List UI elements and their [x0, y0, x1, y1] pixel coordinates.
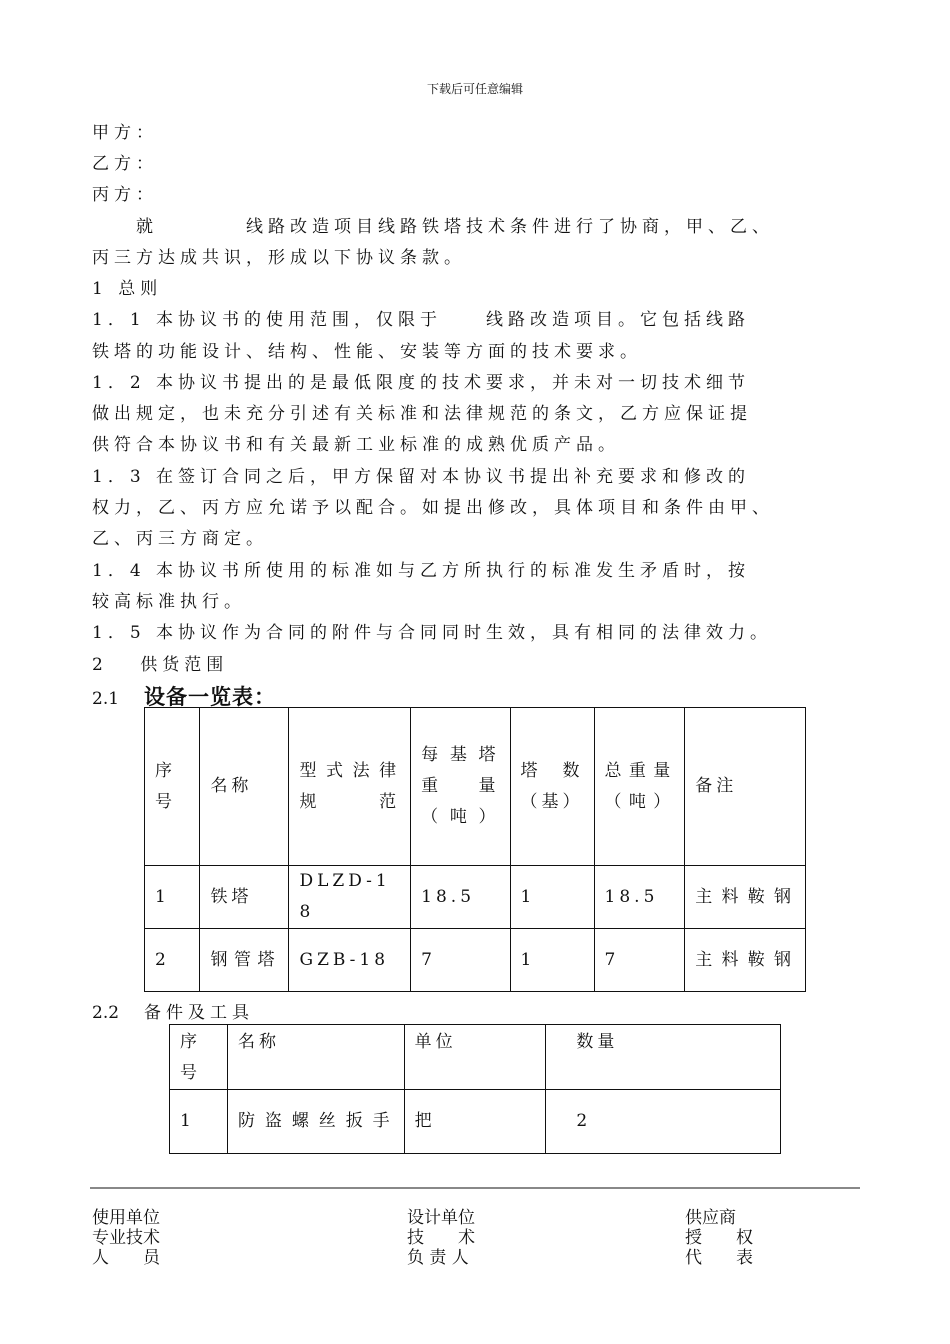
table-cell: 18.5 — [594, 866, 685, 929]
table-cell: 1 — [145, 866, 200, 929]
table-cell: 防盗螺丝扳手 — [227, 1090, 404, 1154]
clause-line: 权力，乙、丙方应允诺予以配合。如提出修改，具体项目和条件由甲、 — [92, 498, 774, 518]
signature-label: 负 责 人 — [407, 1248, 469, 1268]
table-row — [145, 929, 806, 992]
table-cell: 1 — [510, 866, 594, 929]
signature-label: 技 术 — [407, 1228, 475, 1248]
section-heading: 2 供货范围 — [92, 655, 229, 675]
header-cell: 序号 — [170, 1025, 228, 1090]
table-cell: 7 — [411, 929, 510, 992]
signature-label: 专业技术 — [92, 1228, 160, 1248]
header-cell: 名称 — [200, 708, 289, 866]
section-number: 2.2 — [92, 1003, 120, 1023]
table-cell: 钢管塔 — [200, 929, 289, 992]
divider-line — [90, 1187, 860, 1189]
party-c-label: 丙方： — [92, 185, 158, 205]
signature-label: 人 员 — [92, 1248, 160, 1268]
signature-label: 授 权 — [685, 1228, 753, 1248]
table-cell: 7 — [594, 929, 685, 992]
clause-line: 做出规定，也未充分引述有关标准和法律规范的条文，乙方应保证提 — [92, 404, 752, 424]
header-cell: 塔数（基） — [510, 708, 594, 866]
table-cell: 18.5 — [411, 866, 510, 929]
table-row — [145, 866, 806, 929]
equipment-table — [144, 707, 806, 992]
header-cell: 单位 — [404, 1025, 546, 1090]
header-cell: 每基塔重量（吨） — [411, 708, 510, 866]
clause-line: 1．5 本协议作为合同的附件与合同同时生效，具有相同的法律效力。 — [92, 623, 773, 643]
body-line: 就 线路改造项目线路铁塔技术条件进行了协商，甲、乙、 — [92, 217, 774, 237]
table-cell: 2 — [546, 1090, 781, 1154]
clause-line: 1．1 本协议书的使用范围，仅限于 线路改造项目。它包括线路 — [92, 310, 751, 330]
clause-line: 较高标准执行。 — [92, 592, 246, 612]
table-cell: 主料鞍钢 — [685, 866, 806, 929]
body-line: 丙三方达成共识，形成以下协议条款。 — [92, 248, 466, 268]
table-cell: 铁塔 — [200, 866, 289, 929]
section-title: 设备一览表： — [144, 685, 276, 709]
section-title: 备件及工具 — [144, 1003, 254, 1023]
signature-supplier — [685, 1208, 753, 1268]
table-cell: 1 — [170, 1090, 228, 1154]
clause-line: 供符合本协议书和有关最新工业标准的成熟优质产品。 — [92, 435, 620, 455]
table-cell: DLZD-18 — [289, 866, 411, 929]
section-number: 2.1 — [92, 689, 120, 709]
header-note: 下载后可任意编辑 — [426, 82, 523, 96]
clause-line: 1．2 本协议书提出的是最低限度的技术要求，并未对一切技术细节 — [92, 373, 751, 393]
signature-label: 使用单位 — [92, 1208, 160, 1228]
clause-line: 1．3 在签订合同之后，甲方保留对本协议书提出补充要求和修改的 — [92, 467, 751, 487]
section-heading: 1 总则 — [92, 279, 163, 299]
signature-label: 设计单位 — [407, 1208, 475, 1228]
clause-line: 乙、丙三方商定。 — [92, 529, 268, 549]
table-cell: 把 — [404, 1090, 546, 1154]
party-b-label: 乙方： — [92, 154, 158, 174]
header-cell: 序号 — [145, 708, 200, 866]
table-cell: 主料鞍钢 — [685, 929, 806, 992]
party-a-label: 甲方： — [92, 123, 158, 143]
signature-user-unit — [92, 1208, 160, 1268]
header-cell: 型式法律规范 — [289, 708, 411, 866]
signature-design-unit — [407, 1208, 475, 1268]
header-cell: 总重量（吨） — [594, 708, 685, 866]
header-cell: 备注 — [685, 708, 806, 866]
header-cell: 数量 — [546, 1025, 781, 1090]
section-2-2-heading — [92, 998, 254, 1023]
header-cell: 名称 — [227, 1025, 404, 1090]
table-cell: 2 — [145, 929, 200, 992]
signature-label: 代 表 — [685, 1248, 753, 1268]
table-cell: GZB-18 — [289, 929, 411, 992]
table-cell: 1 — [510, 929, 594, 992]
clause-line: 1．4 本协议书所使用的标准如与乙方所执行的标准发生矛盾时，按 — [92, 561, 751, 581]
clause-line: 铁塔的功能设计、结构、性能、安装等方面的技术要求。 — [92, 342, 642, 362]
table-row — [170, 1090, 781, 1154]
table-header-row — [145, 708, 806, 866]
signature-label: 供应商 — [685, 1208, 736, 1228]
tools-table — [169, 1024, 781, 1154]
table-header-row — [170, 1025, 781, 1090]
